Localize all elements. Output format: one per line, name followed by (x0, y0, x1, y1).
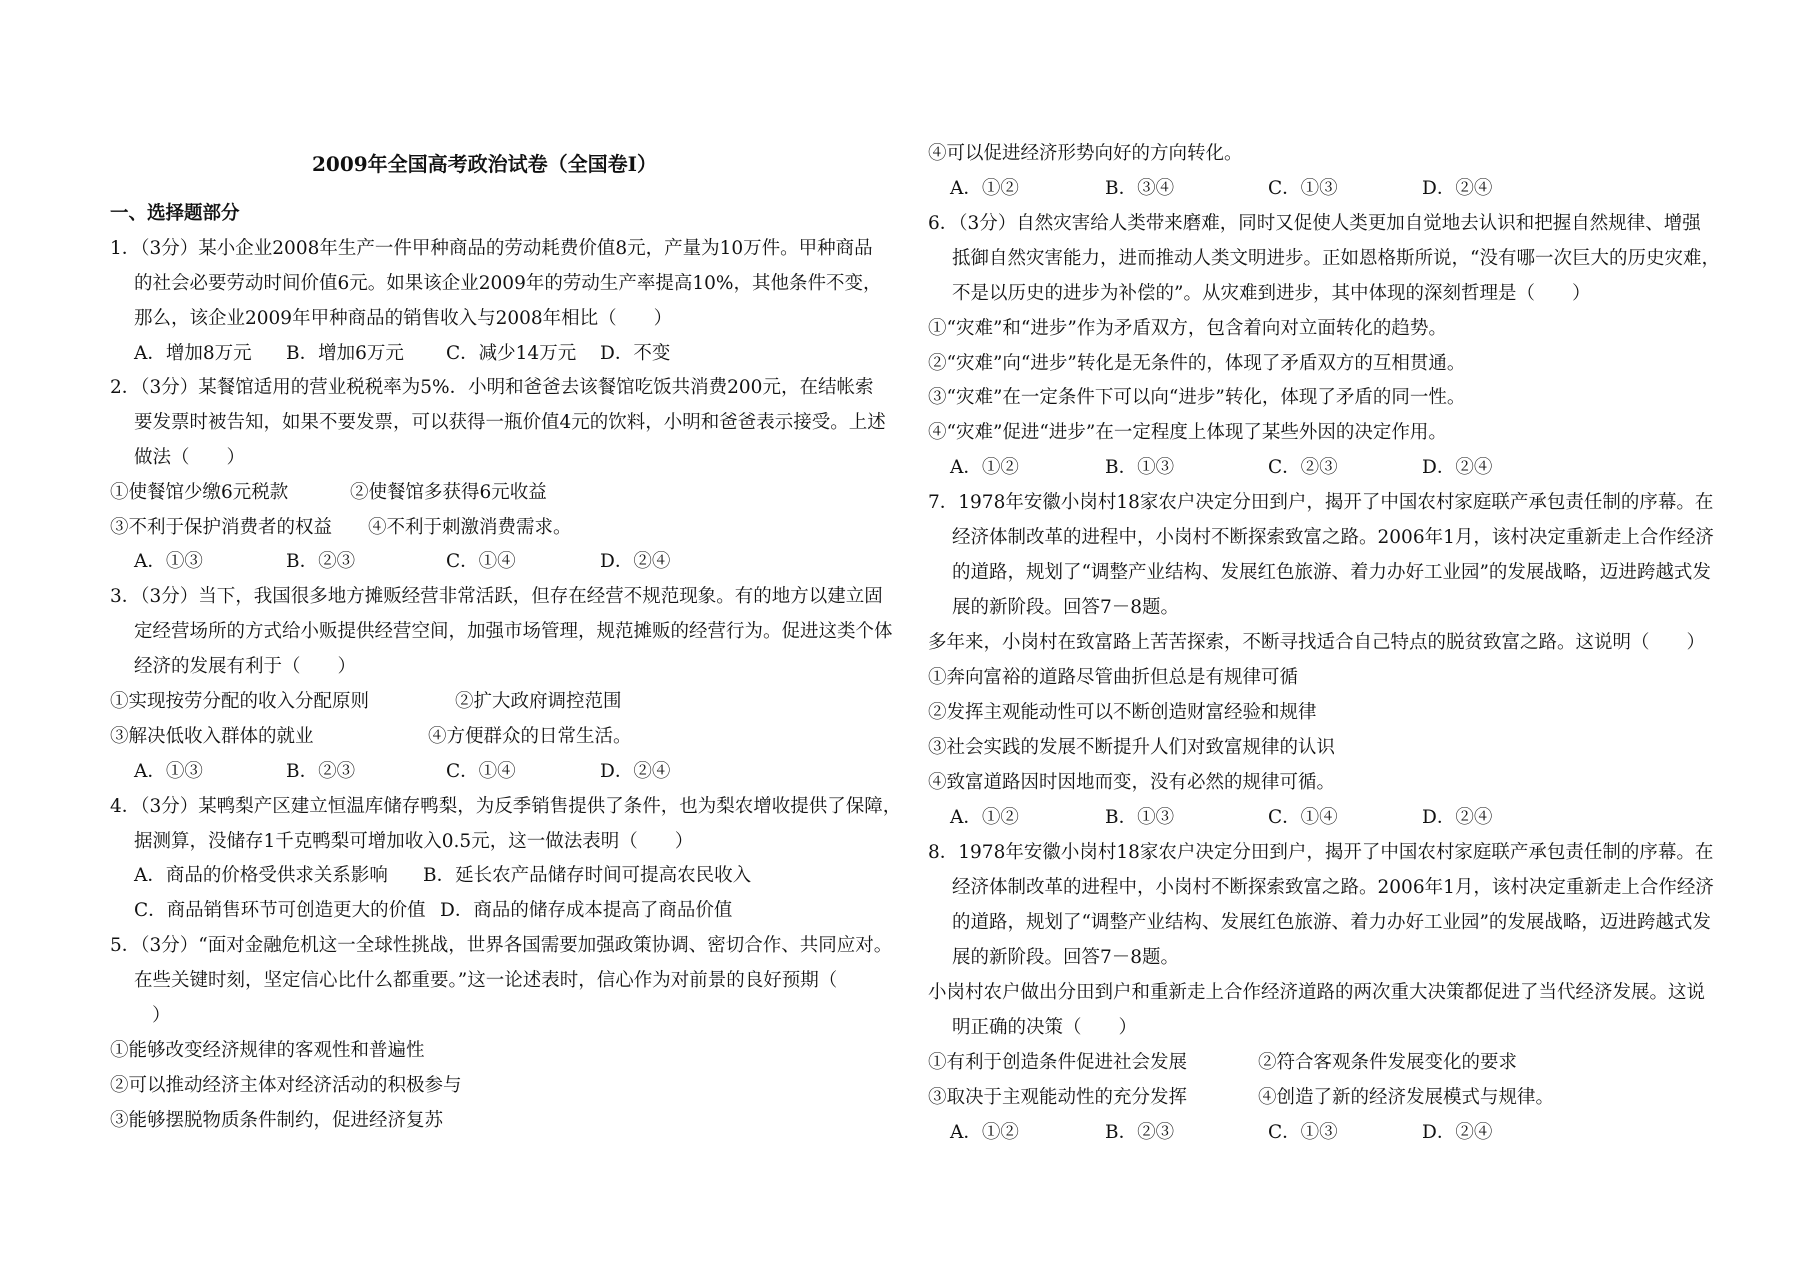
q5-item-3: ③能够摆脱物质条件制约，促进经济复苏 (110, 1110, 444, 1131)
q3-option-d: D．②④ (600, 761, 671, 782)
q7-question: 多年来，小岗村在致富路上苦苦探索，不断寻找适合自己特点的脱贫致富之路。这说明（ ） (928, 632, 1706, 653)
q3-line-2: 定经营场所的方式给小贩提供经营空间，加强市场管理，规范摊贩的经营行为。促进这类个体 (134, 621, 893, 642)
q4-line-2: 据测算，没储存1千克鸭梨可增加收入0.5元，这一做法表明（ ） (134, 831, 694, 852)
q6-item-3: ③“灾难”在一定条件下可以向“进步”转化，体现了矛盾的同一性。 (928, 387, 1466, 408)
q2-item-1: ①使餐馆少缴6元税款 (110, 482, 289, 503)
q7-item-2: ②发挥主观能动性可以不断创造财富经验和规律 (928, 702, 1317, 723)
q7-item-3: ③社会实践的发展不断提升人们对致富规律的认识 (928, 737, 1336, 758)
section-heading: 一、选择题部分 (110, 203, 240, 224)
q6-line-1: 6．（3分）自然灾害给人类带来磨难，同时又促使人类更加自觉地去认识和把握自然规律、增强 (928, 213, 1701, 234)
q4-option-b: B．延长农产品储存时间可提高农民收入 (423, 865, 752, 886)
q8-line-1: 8．1978年安徽小岗村18家农户决定分田到户，揭开了中国农村家庭联产承包责任制的序幕。在 (928, 842, 1714, 863)
q2-option-d: D．②④ (600, 551, 671, 572)
q5-item-2: ②可以推动经济主体对经济活动的积极参与 (110, 1075, 462, 1096)
q8-item-4: ④创造了新的经济发展模式与规律。 (1258, 1087, 1555, 1108)
q3-line-3: 经济的发展有利于（ ） (134, 656, 357, 677)
q6-option-c: C．②③ (1268, 457, 1338, 478)
q6-option-d: D．②④ (1422, 457, 1493, 478)
q8-item-1: ①有利于创造条件促进社会发展 (928, 1052, 1188, 1073)
q7-line-4: 展的新阶段。回答7－8题。 (952, 597, 1180, 618)
q3-item-4: ④方便群众的日常生活。 (428, 726, 632, 747)
q1-line-3: 那么，该企业2009年甲种商品的销售收入与2008年相比（ ） (134, 308, 673, 329)
q4-option-a: A．商品的价格受供求关系影响 (134, 865, 388, 886)
q8-line-3: 的道路，规划了“调整产业结构、发展红色旅游、着力办好工业园”的发展战略，迈进跨越式发 (952, 912, 1711, 933)
q3-option-c: C．①④ (446, 761, 516, 782)
q6-option-b: B．①③ (1105, 457, 1175, 478)
q1-option-d: D．不变 (600, 343, 671, 364)
q1-line-1: 1．（3分）某小企业2008年生产一件甲种商品的劳动耗费价值8元，产量为10万件。甲种商品 (110, 238, 873, 259)
q8-option-a: A．①② (950, 1122, 1019, 1143)
q2-option-c: C．①④ (446, 551, 516, 572)
q8-line-4: 展的新阶段。回答7－8题。 (952, 947, 1180, 968)
q5-line-2: 在些关键时刻，坚定信心比什么都重要。”这一论述表时，信心作为对前景的良好预期（ (134, 970, 838, 991)
q5-option-c: C．①③ (1268, 178, 1338, 199)
q2-line-3: 做法（ ） (134, 447, 246, 468)
q7-option-c: C．①④ (1268, 807, 1338, 828)
q5-option-a: A．①② (950, 178, 1019, 199)
q8-option-c: C．①③ (1268, 1122, 1338, 1143)
q2-line-1: 2．（3分）某餐馆适用的营业税税率为5%．小明和爸爸去该餐馆吃饭共消费200元，在结帐索 (110, 377, 874, 398)
q6-line-2: 抵御自然灾害能力，进而推动人类文明进步。正如恩格斯所说，“没有哪一次巨大的历史灾难， (952, 248, 1720, 269)
q5-line-3: ） (152, 1005, 171, 1026)
q8-line-2: 经济体制改革的进程中，小岗村不断探索致富之路。2006年1月，该村决定重新走上合作经济 (952, 877, 1714, 898)
q1-option-c: C．减少14万元 (446, 343, 577, 364)
q7-option-a: A．①② (950, 807, 1019, 828)
q7-option-b: B．①③ (1105, 807, 1175, 828)
q8-item-3: ③取决于主观能动性的充分发挥 (928, 1087, 1188, 1108)
q5-option-b: B．③④ (1105, 178, 1175, 199)
q4-line-1: 4．（3分）某鸭梨产区建立恒温库储存鸭梨，为反季销售提供了条件，也为梨农增收提供了保障， (110, 796, 902, 817)
q2-item-3: ③不利于保护消费者的权益 (110, 517, 333, 538)
q8-question-line-2: 明正确的决策（ ） (952, 1017, 1138, 1038)
q4-option-d: D．商品的储存成本提高了商品价值 (440, 900, 733, 921)
q8-question-line-1: 小岗村农户做出分田到户和重新走上合作经济道路的两次重大决策都促进了当代经济发展。这说 (928, 982, 1706, 1003)
q2-option-b: B．②③ (286, 551, 356, 572)
q5-item-1: ①能够改变经济规律的客观性和普遍性 (110, 1040, 425, 1061)
q6-item-4: ④“灾难”促进“进步”在一定程度上体现了某些外因的决定作用。 (928, 422, 1447, 443)
q6-option-a: A．①② (950, 457, 1019, 478)
page-title: 2009年全国高考政治试卷（全国卷I） (312, 152, 658, 176)
q5-option-d: D．②④ (1422, 178, 1493, 199)
q8-option-b: B．②③ (1105, 1122, 1175, 1143)
q2-item-2: ②使餐馆多获得6元收益 (350, 482, 547, 503)
q7-line-3: 的道路，规划了“调整产业结构、发展红色旅游、着力办好工业园”的发展战略，迈进跨越式发 (952, 562, 1711, 583)
q2-item-4: ④不利于刺激消费需求。 (368, 517, 572, 538)
q5-line-1: 5．（3分）“面对金融危机这一全球性挑战，世界各国需要加强政策协调、密切合作、共同应对。 (110, 935, 893, 956)
q7-option-d: D．②④ (1422, 807, 1493, 828)
q1-line-2: 的社会必要劳动时间价值6元。如果该企业2009年的劳动生产率提高10%，其他条件不变， (134, 273, 882, 294)
q6-item-2: ②“灾难”向“进步”转化是无条件的，体现了矛盾双方的互相贯通。 (928, 353, 1466, 374)
q2-line-2: 要发票时被告知，如果不要发票，可以获得一瓶价值4元的饮料，小明和爸爸表示接受。上述 (134, 412, 886, 433)
q3-item-1: ①实现按劳分配的收入分配原则 (110, 691, 370, 712)
q3-item-3: ③解决低收入群体的就业 (110, 726, 314, 747)
q8-option-d: D．②④ (1422, 1122, 1493, 1143)
q3-line-1: 3．（3分）当下，我国很多地方摊贩经营非常活跃，但存在经营不规范现象。有的地方以建立固 (110, 586, 883, 607)
q7-item-1: ①奔向富裕的道路尽管曲折但总是有规律可循 (928, 667, 1299, 688)
q7-line-2: 经济体制改革的进程中，小岗村不断探索致富之路。2006年1月，该村决定重新走上合作经济 (952, 527, 1714, 548)
q2-option-a: A．①③ (134, 551, 203, 572)
q3-item-2: ②扩大政府调控范围 (455, 691, 622, 712)
q8-item-2: ②符合客观条件发展变化的要求 (1258, 1052, 1518, 1073)
q7-item-4: ④致富道路因时因地而变，没有必然的规律可循。 (928, 772, 1336, 793)
q6-line-3: 不是以历史的进步为补偿的”。从灾难到进步，其中体现的深刻哲理是（ ） (952, 283, 1591, 304)
q1-option-a: A．增加8万元 (134, 343, 252, 364)
q4-option-c: C．商品销售环节可创造更大的价值 (134, 900, 426, 921)
q3-option-a: A．①③ (134, 761, 203, 782)
q3-option-b: B．②③ (286, 761, 356, 782)
q6-item-1: ①“灾难”和“进步”作为矛盾双方，包含着向对立面转化的趋势。 (928, 318, 1447, 339)
q5-item-4: ④可以促进经济形势向好的方向转化。 (928, 143, 1243, 164)
q1-option-b: B．增加6万元 (286, 343, 404, 364)
q7-line-1: 7．1978年安徽小岗村18家农户决定分田到户，揭开了中国农村家庭联产承包责任制的序幕。在 (928, 492, 1714, 513)
